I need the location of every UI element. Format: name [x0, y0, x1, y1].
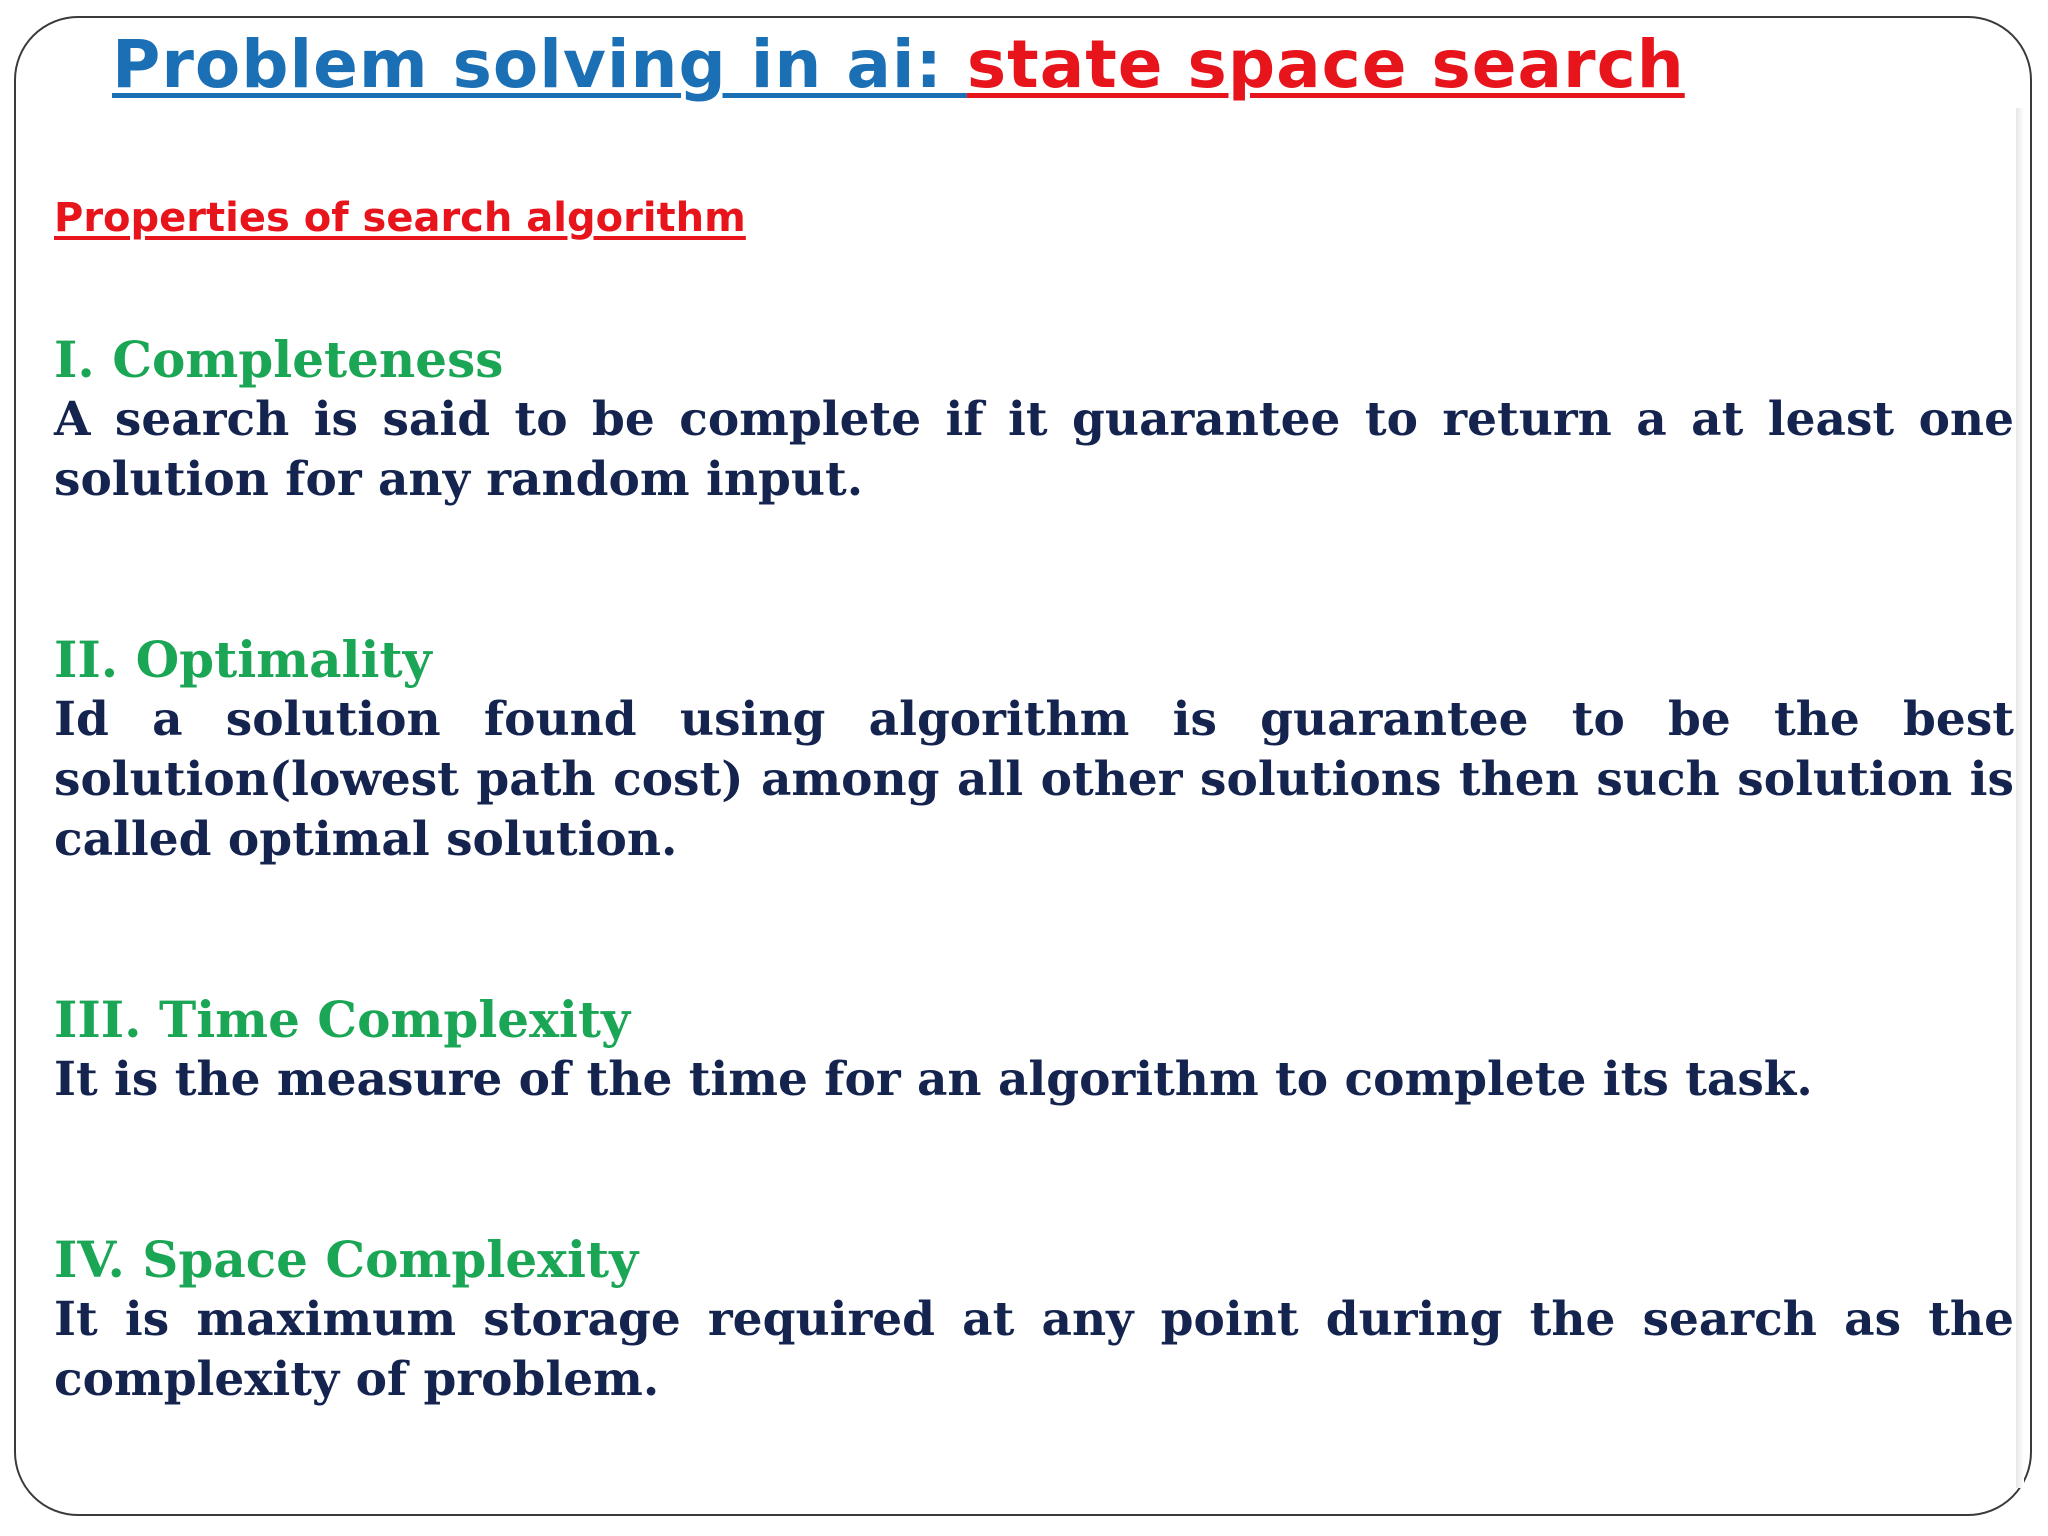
- slide-subtitle: Properties of search algorithm: [54, 195, 746, 241]
- property-completeness: [54, 330, 2014, 510]
- property-description: It is the measure of the time for an algorithm to complete its task.: [54, 1052, 1813, 1107]
- property-heading: I. Completeness: [54, 330, 504, 389]
- property-heading: II. Optimality: [54, 630, 432, 689]
- slide-title: [112, 22, 1972, 108]
- property-space-complexity: [54, 1230, 2014, 1410]
- property-time-complexity: [54, 990, 2014, 1110]
- property-description: A search is said to be complete if it guarantee to return a at least one solution for any random input.: [54, 392, 2014, 507]
- property-heading: III. Time Complexity: [54, 990, 631, 1049]
- property-description: It is maximum storage required at any point during the search as the complexity of problem.: [54, 1292, 2014, 1407]
- property-optimality: [54, 630, 2014, 870]
- property-heading: IV. Space Complexity: [54, 1230, 639, 1289]
- property-description: Id a solution found using algorithm is guarantee to be the best solution(lowest path cost) among all other solutions then such solution is called optimal solution.: [54, 692, 2014, 867]
- slide-edge-shadow: [2016, 108, 2024, 1488]
- slide-title-topic: state space search: [966, 26, 1685, 103]
- slide-title-main: Problem solving in ai:: [112, 26, 967, 103]
